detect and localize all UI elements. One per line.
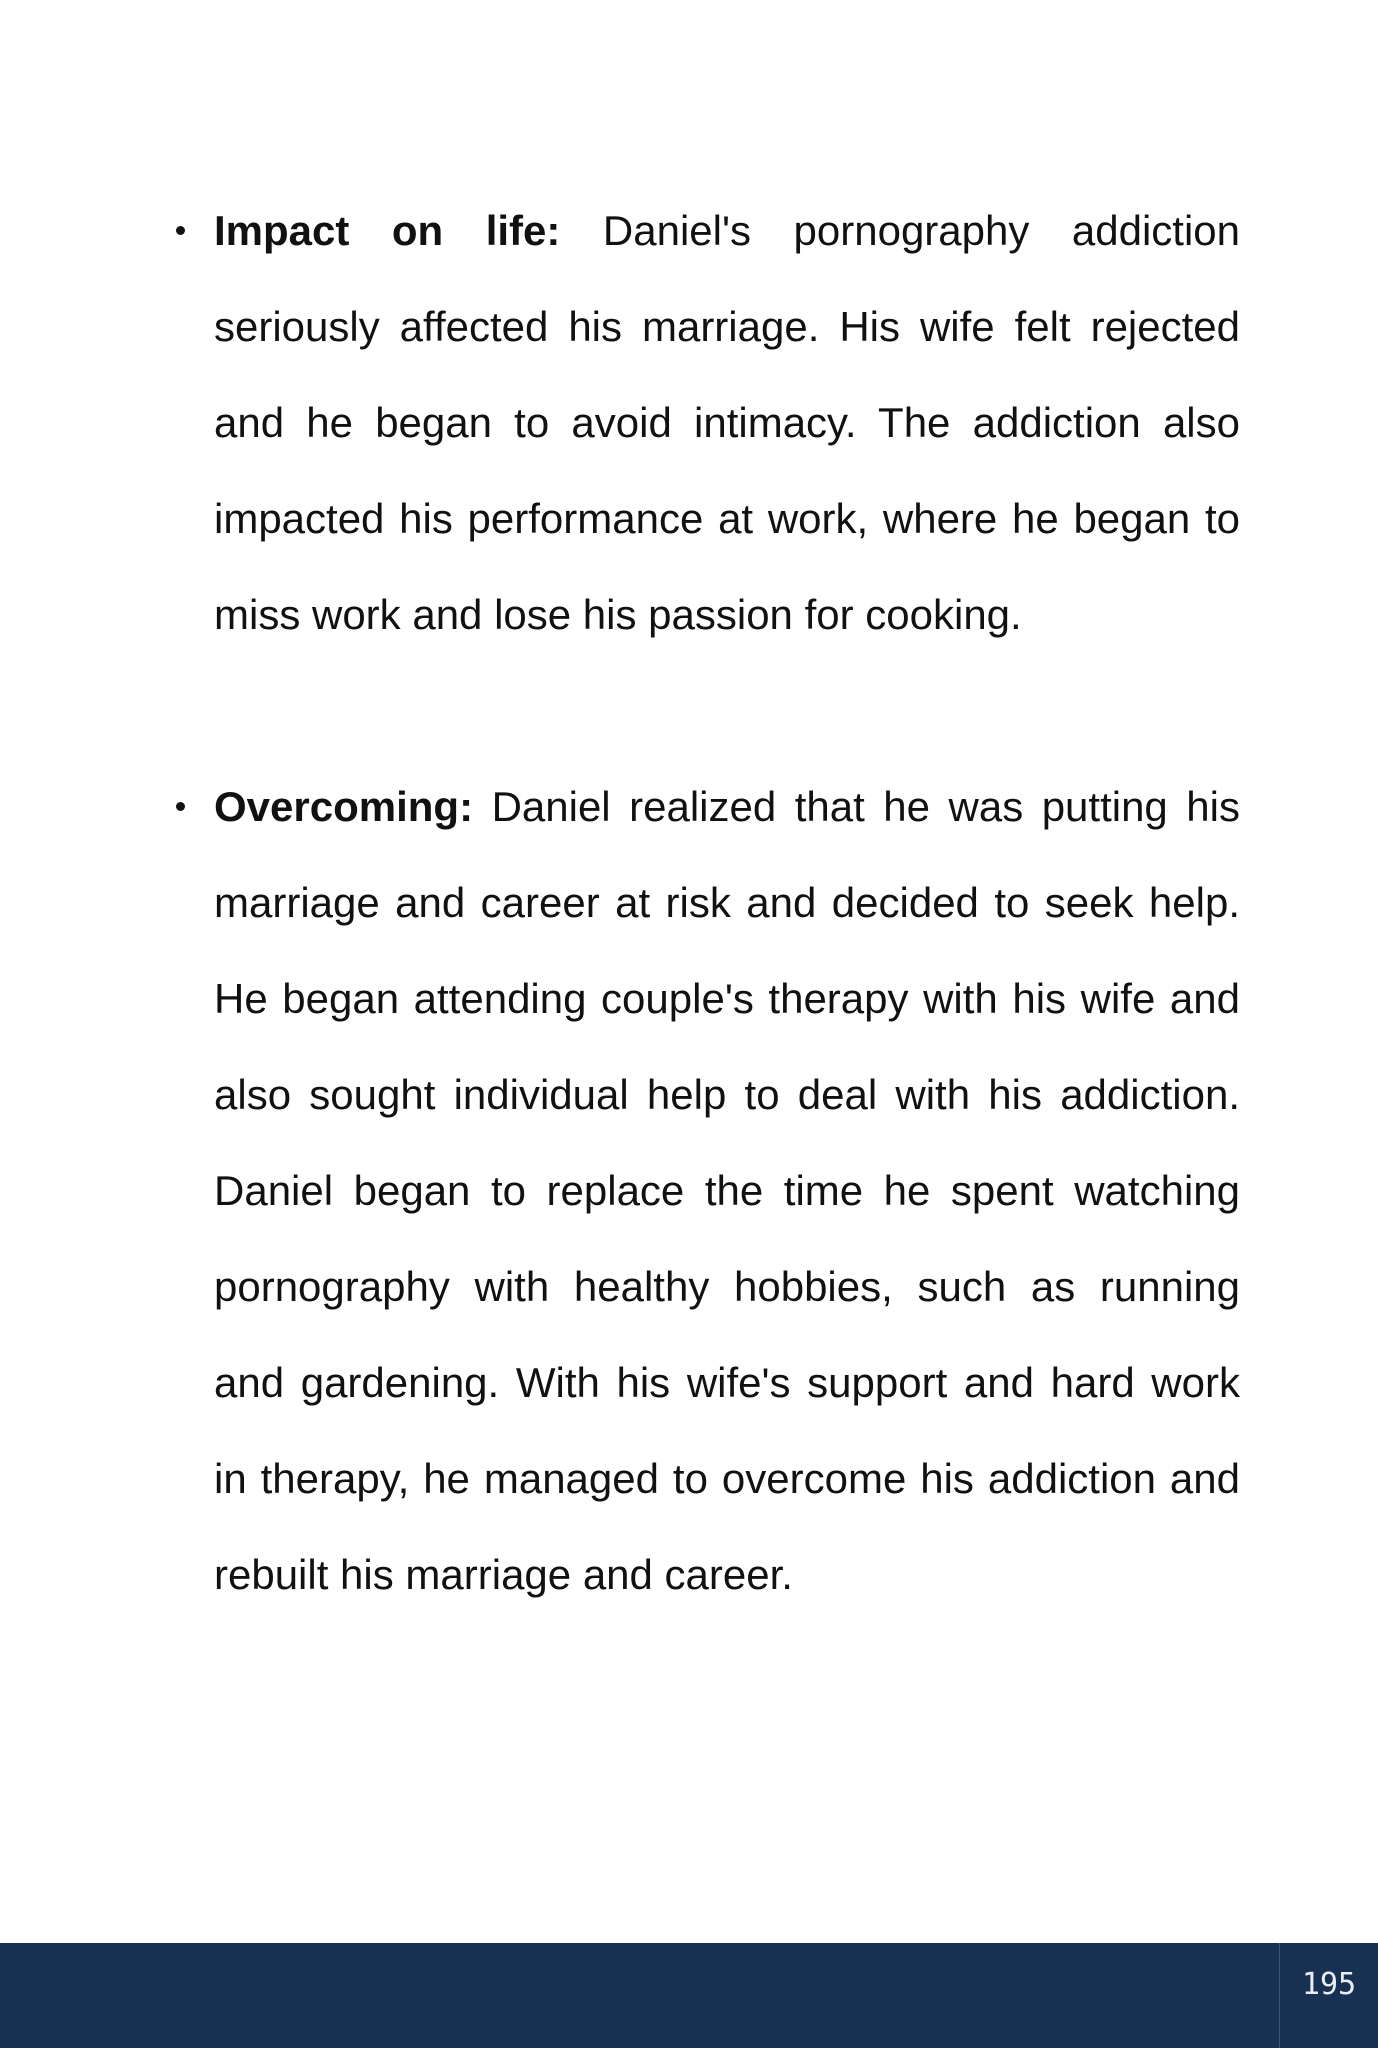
bullet-dot-icon xyxy=(176,226,185,235)
bullet-item-impact-on-life xyxy=(176,183,1240,663)
bullet-term: Impact on life: xyxy=(214,207,603,254)
bullet-dot-icon xyxy=(176,802,185,811)
bullet-text: Daniel realized that he was putting his marriage and career at risk and decided to seek help. He began attending couple's therapy with his wife and also sought individual help to deal with his addiction. Daniel began to replace the time he spent watching pornography with healthy hobbies, such as running and gardening. With his wife's support and hard work in therapy, he managed to overcome his addiction and rebuilt his marriage and career. xyxy=(214,783,1240,1598)
bullet-text: Daniel's pornography addiction seriously affected his marriage. His wife felt rejected and he began to avoid intimacy. The addiction also impacted his performance at work, where he began to miss work and lose his passion for cooking. xyxy=(214,207,1241,638)
bullet-term: Overcoming: xyxy=(214,783,492,830)
page-body xyxy=(176,183,1240,1623)
page-number-box xyxy=(1279,1943,1378,2048)
footer-bar xyxy=(0,1943,1378,2048)
page-number: 195 xyxy=(1301,1967,1357,2002)
bullet-item-overcoming xyxy=(176,759,1240,1623)
